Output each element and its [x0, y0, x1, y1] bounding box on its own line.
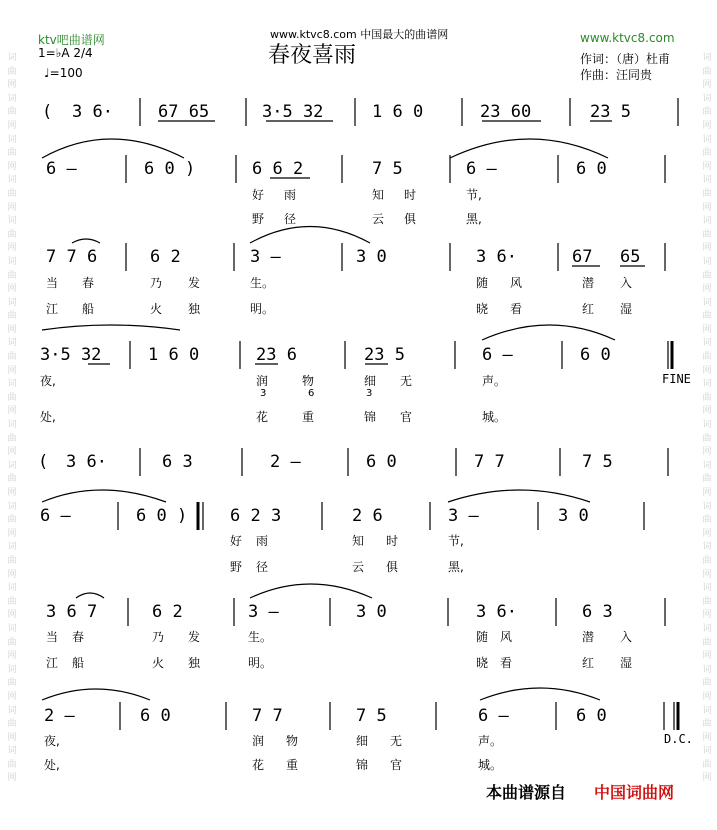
harmony-note: 3	[366, 388, 373, 399]
note-group: 7 5	[356, 706, 387, 726]
lyric: 声。	[478, 734, 503, 748]
note-group: 1 6 0	[148, 345, 200, 365]
lyric: 当	[46, 276, 59, 290]
lyric: 云	[372, 212, 385, 226]
note-group: 6 0	[366, 452, 397, 472]
lyric: 入	[620, 630, 633, 644]
lyric: 风	[500, 630, 513, 644]
lyric: 知	[372, 188, 385, 202]
song-title: 春夜喜雨	[268, 43, 357, 68]
lyric: 红	[582, 302, 595, 316]
lyric: 明。	[250, 302, 275, 316]
harmony-note: 6	[308, 388, 315, 399]
note-group: 7 7 6	[46, 247, 98, 267]
lyric: 独	[188, 302, 201, 316]
lyric: 物	[302, 374, 315, 388]
lyric: 入	[620, 276, 633, 290]
lyric: 处,	[40, 410, 56, 424]
lyric: 随	[476, 630, 489, 644]
lyric: 发	[188, 630, 201, 644]
watermark-right: 词曲网词曲网词曲网词曲网词曲网词曲网词曲网词曲网词曲网词曲网词曲网词曲网词曲网词曲网词曲网词曲网词曲网词曲网	[702, 53, 712, 784]
lyric: 黑,	[466, 212, 482, 226]
site-label-left[interactable]: ktv吧曲谱网	[38, 33, 105, 47]
lyric: 无	[400, 374, 413, 388]
lyric: 晓	[476, 302, 489, 316]
lyric: 好	[230, 534, 243, 548]
lyric: 俱	[404, 212, 417, 226]
lyric: 花	[256, 410, 269, 424]
lyric: 润	[256, 374, 269, 388]
note-group: 23 60	[480, 102, 532, 122]
note-group: 6 –	[46, 159, 77, 179]
note-group: (	[38, 452, 49, 472]
note-group: 7 7	[474, 452, 505, 472]
lyric: 晓	[476, 656, 489, 670]
note-group: (	[42, 102, 53, 122]
note-group: 6 –	[466, 159, 497, 179]
lyric: 城。	[478, 758, 503, 772]
lyric: 细	[356, 734, 369, 748]
note-group: 2 –	[44, 706, 75, 726]
note-group: 3·5 32	[262, 102, 324, 122]
note-group: 6 6 2	[252, 159, 304, 179]
lyric: 江	[46, 656, 59, 670]
lyric: 看	[510, 302, 523, 316]
lyric: 重	[302, 410, 315, 424]
note-group: 3 0	[356, 602, 387, 622]
lyric: 春	[82, 276, 95, 290]
lyric: 火	[152, 656, 165, 670]
note-group: 3 6·	[476, 602, 517, 622]
note-group: 3 0	[558, 506, 589, 526]
lyric: 明。	[248, 656, 273, 670]
note-group: 6 –	[478, 706, 509, 726]
lyric: 知	[352, 534, 365, 548]
lyric: 潜	[582, 630, 595, 644]
watermark-left: 词曲网词曲网词曲网词曲网词曲网词曲网词曲网词曲网词曲网词曲网词曲网词曲网词曲网词曲网词曲网词曲网词曲网词曲网	[7, 53, 17, 784]
note-group: 67 65	[158, 102, 210, 122]
lyric: 时	[404, 188, 417, 202]
lyric: 乃	[150, 276, 163, 290]
lyric: 野	[230, 560, 243, 574]
lyric: 无	[390, 734, 403, 748]
lyric: 夜,	[40, 374, 56, 388]
lyric: 径	[284, 212, 297, 226]
lyric: 当	[46, 630, 59, 644]
site-label-right[interactable]: www.ktvc8.com	[580, 31, 675, 45]
lyricist-credit: 作词：（唐）杜甫	[580, 52, 671, 66]
lyric: 潜	[582, 276, 595, 290]
note-group: 23 6	[256, 345, 297, 365]
note-group: 6 0 )	[144, 159, 196, 179]
note-group: 7 7	[252, 706, 283, 726]
lyric: 润	[252, 734, 265, 748]
lyric: 生。	[248, 630, 273, 644]
lyric: 细	[364, 374, 377, 388]
note-group: 3 6·	[476, 247, 517, 267]
fine-marking: FINE	[662, 372, 691, 386]
note-group: 6 3	[582, 602, 613, 622]
source-label: 本曲谱源自	[486, 783, 567, 802]
note-group: 23 5	[590, 102, 631, 122]
composer-credit: 作曲：汪同贵	[580, 68, 653, 82]
note-group: 2 6	[352, 506, 383, 526]
lyric: 节,	[466, 188, 482, 202]
lyric: 船	[82, 302, 95, 316]
note-group: 6 0	[576, 706, 607, 726]
note-group: 6 2 3	[230, 506, 282, 526]
lyric: 发	[188, 276, 201, 290]
note-group: 6 –	[482, 345, 513, 365]
lyric: 湿	[620, 656, 633, 670]
note-group: 6 0	[576, 159, 607, 179]
note-group: 3·5 32	[40, 345, 102, 365]
note-group: 6 2	[152, 602, 183, 622]
lyric: 处,	[44, 758, 60, 772]
lyric: 风	[510, 276, 523, 290]
note-group: 7 5	[582, 452, 613, 472]
lyric: 火	[150, 302, 163, 316]
lyric: 湿	[620, 302, 633, 316]
note-group: 6 3	[162, 452, 193, 472]
tempo-marking: ♩=100	[44, 66, 83, 80]
lyric: 节,	[448, 534, 464, 548]
dc-marking: D.C.	[664, 732, 693, 746]
note-group: 67	[572, 247, 593, 267]
note-group: 2 –	[270, 452, 301, 472]
note-group: 3 6·	[66, 452, 107, 472]
lyric: 春	[72, 630, 85, 644]
lyric: 锦	[356, 758, 369, 772]
lyric: 锦	[364, 410, 377, 424]
note-group: 23 5	[364, 345, 405, 365]
note-group: 6 0	[140, 706, 171, 726]
lyric: 俱	[386, 560, 399, 574]
note-group: 65	[620, 247, 641, 267]
note-group: 3 –	[248, 602, 279, 622]
note-group: 6 –	[40, 506, 71, 526]
note-group: 1 6 0	[372, 102, 424, 122]
lyric: 独	[188, 656, 201, 670]
lyric: 乃	[152, 630, 165, 644]
lyric: 城。	[482, 410, 507, 424]
lyric: 时	[386, 534, 399, 548]
note-group: 3 6·	[72, 102, 113, 122]
lyric: 夜,	[44, 734, 60, 748]
lyric: 花	[252, 758, 265, 772]
lyric: 黑,	[448, 560, 464, 574]
note-group: 7 5	[372, 159, 403, 179]
lyric: 径	[256, 560, 269, 574]
note-group: 3 –	[448, 506, 479, 526]
note-group: 6 0	[580, 345, 611, 365]
lyric: 雨	[256, 534, 269, 548]
note-group: 3 6 7	[46, 602, 98, 622]
lyric: 江	[46, 302, 59, 316]
lyric: 野	[252, 212, 265, 226]
lyric: 好	[252, 188, 265, 202]
site-label-center[interactable]: www.ktvc8.com 中国最大的曲谱网	[270, 28, 449, 41]
harmony-note: 3	[260, 388, 267, 399]
note-group: 6 2	[150, 247, 181, 267]
note-group: 6 0 )	[136, 506, 188, 526]
lyric: 船	[72, 656, 85, 670]
lyric: 红	[582, 656, 595, 670]
lyric: 声。	[482, 374, 507, 388]
lyric: 云	[352, 560, 365, 574]
lyric: 物	[286, 734, 299, 748]
lyric: 雨	[284, 188, 297, 202]
key-signature: 1=♭A 2/4	[38, 46, 93, 60]
lyric: 重	[286, 758, 299, 772]
lyric: 官	[400, 410, 413, 424]
lyric: 生。	[250, 276, 275, 290]
lyric: 官	[390, 758, 403, 772]
lyric: 随	[476, 276, 489, 290]
source-brand-link[interactable]: 中国词曲网	[594, 783, 675, 802]
note-group: 3 0	[356, 247, 387, 267]
note-group: 3 –	[250, 247, 281, 267]
lyric: 看	[500, 656, 513, 670]
